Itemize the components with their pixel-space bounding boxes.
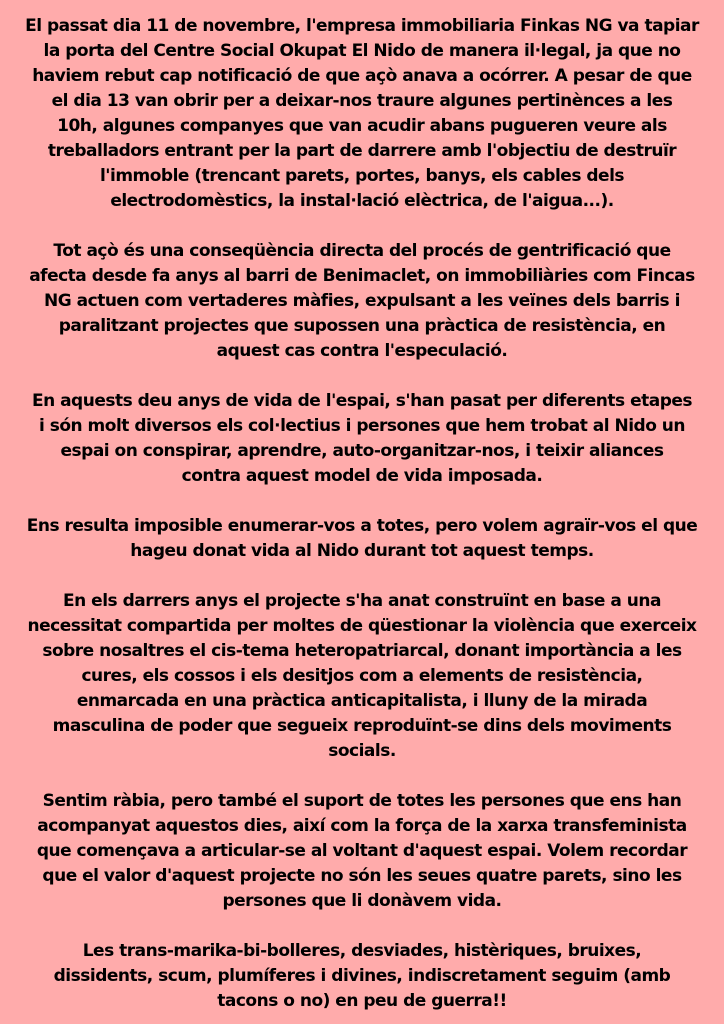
text-line: i són molt diversos els col·lectius i persones que hem trobat al Nido un [38,416,686,436]
text-line: Ens resulta imposible enumerar-vos a totes, pero volem agraïr-vos el que [26,516,698,536]
text-line: En aquests deu anys de vida de l'espai, s'han pasat per diferents etapes [31,391,693,411]
paragraph [14,239,710,364]
text-line: necessitat compartida per moltes de qüestionar la violència que exerceix [27,616,697,636]
text-line: que començava a articular-se al voltant d'aquest espai. Volem recordar [36,841,688,861]
text-line: 10h, algunes companyes que van acudir abans pugueren veure als [57,116,667,136]
paragraph [14,939,710,1014]
text-line: hageu donat vida al Nido durant tot aquest temps. [130,541,594,561]
text-line: Les trans-marika-bi-bolleres, desviades, histèriques, bruixes, [82,941,642,961]
text-line: haviem rebut cap notificació de que açò anava a ocórrer. A pesar de que [32,66,692,86]
text-line: En els darrers anys el projecte s'ha anat construïnt en base a una [63,591,661,611]
paragraph [14,14,710,214]
text-line: NG actuen com vertaderes màfies, expulsant a les veïnes dels barris i [44,291,680,311]
text-line: persones que li donàvem vida. [222,891,502,911]
paragraph [14,514,710,564]
text-line: acompanyat aquestos dies, així com la força de la xarxa transfeminista [37,816,687,836]
text-line: sobre nosaltres el cis-tema heteropatriarcal, donant importància a les [42,641,682,661]
text-line: tacons o no) en peu de guerra!! [217,991,507,1011]
text-line: Tot açò és una conseqüència directa del procés de gentrificació que [53,241,671,261]
text-line: masculina de poder que segueix reproduïnt-se dins dels moviments [52,716,672,736]
text-line: electrodomèstics, la instal·lació elèctrica, de l'aigua...). [110,191,614,211]
text-line: treballadors entrant per la part de darrere amb l'objectiu de destruïr [47,141,677,161]
text-line: Sentim ràbia, pero també el suport de totes les persones que ens han [42,791,682,811]
text-line: contra aquest model de vida imposada. [181,466,543,486]
text-line: paralitzant projectes que supossen una pràctica de resistència, en [58,316,666,336]
text-line: El passat dia 11 de novembre, l'empresa immobiliaria Finkas NG va tapiar [25,16,699,36]
paragraph [14,589,710,764]
paragraph [14,789,710,914]
text-line: espai on conspirar, aprendre, auto-organitzar-nos, i teixir aliances [60,441,664,461]
text-line: la porta del Centre Social Okupat El Nido de manera il·legal, ja que no [43,41,681,61]
text-line: socials. [328,741,396,761]
text-line: dissidents, scum, plumíferes i divines, indiscretament seguim (amb [53,966,671,986]
text-line: el dia 13 van obrir per a deixar-nos traure algunes pertinènces a les [51,91,673,111]
text-line: que el valor d'aquest projecte no són les seues quatre parets, sino les [42,866,682,886]
text-line: enmarcada en una pràctica anticapitalista, i lluny de la mirada [76,691,648,711]
text-line: aquest cas contra l'especulació. [216,341,508,361]
text-line: cures, els cossos i els desitjos com a elements de resistència, [81,666,643,686]
paragraph [14,389,710,489]
text-line: l'immoble (trencant parets, portes, banys, els cables dels [99,166,625,186]
text-line: afecta desde fa anys al barri de Benimaclet, on immobiliàries com Fincas [29,266,695,286]
